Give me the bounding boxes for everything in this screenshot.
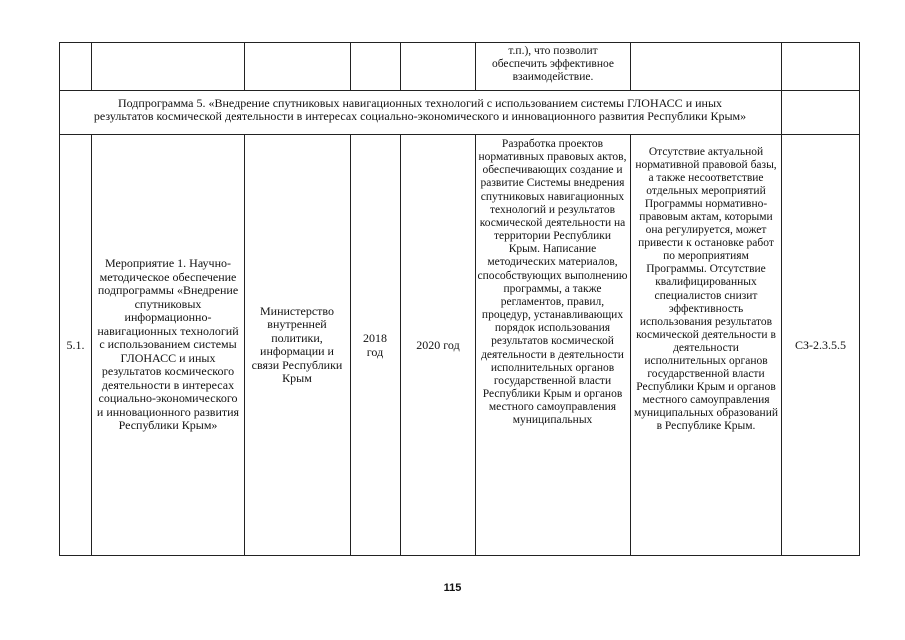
- col-divider-5-top: [475, 42, 476, 90]
- start-year-text: 2018 год: [363, 331, 387, 359]
- executor-text: Министерство внутренней политики, информации и связи Республики Крым: [251, 303, 343, 385]
- code-cell: [782, 135, 859, 555]
- col-divider-1-bottom: [91, 134, 92, 555]
- subprogram-header-line1: Подпрограмма 5. «Внедрение спутниковых навигационных технологий с использованием системы ГЛОНАСС и иных: [117, 96, 723, 110]
- subprogram-header-line2: результатов космической деятельности в интересах социально-экономического и инновационного развития Республики Крым»: [93, 109, 747, 123]
- col-divider-5-bottom: [475, 134, 476, 555]
- row-number-text: 5.1.: [66, 337, 85, 352]
- col-divider-2-top: [244, 42, 245, 90]
- consequences-cell: [633, 146, 779, 433]
- col-divider-3-top: [350, 42, 351, 90]
- measure-cell: [94, 135, 242, 555]
- table-border-top: [59, 42, 860, 43]
- col-divider-1-top: [91, 42, 92, 90]
- code-text: СЗ-2.3.5.5: [794, 337, 846, 352]
- page-number: 115: [443, 582, 462, 594]
- table-border-bottom: [59, 555, 860, 556]
- row-number: [60, 135, 91, 555]
- end-year-cell: [401, 135, 475, 555]
- executor-cell: [246, 135, 348, 555]
- measure-text: Мероприятие 1. Научно-методическое обеспечение подпрограммы «Внедрение спутниковых информационно-навигационных технологий с использованием системы ГЛОНАСС и иных результатов космического деятельности в интересах социально-экономического и инновационного развития Республики Крым»: [96, 256, 240, 433]
- table-row-divider-1: [59, 90, 860, 91]
- result-text: Разработка проектов нормативных правовых актов, обеспечивающих создание и развитие Системы внедрения спутниковых навигационных технологий и результатов космической деятельности на территории Республики Крым. Написание методических материалов, способствующих выполнению программы, а также регламентов, правил, процедур, устанавливающих порядок использования результатов космической деятельности в деятельности исполнительных органов государственной власти Республики Крым и органов местного самоуправления муниципальных: [477, 138, 628, 427]
- col-divider-6-top: [630, 42, 631, 90]
- col-divider-2-bottom: [244, 134, 245, 555]
- top-row-effect-text: т.п.), что позволит обеспечить эффективное взаимодействие.: [491, 45, 614, 83]
- end-year-text: 2020 год: [416, 337, 460, 352]
- col-divider-3-bottom: [350, 134, 351, 555]
- table-border-right: [859, 42, 860, 556]
- subprogram-header: [62, 97, 778, 123]
- col-divider-6-bottom: [630, 134, 631, 555]
- result-cell: [477, 138, 628, 427]
- col-divider-4-top: [400, 42, 401, 90]
- start-year-cell: [360, 135, 390, 555]
- consequences-text: Отсутствие актуальной нормативной правовой базы, а также несоответствие отдельных мероприятий Программы нормативно-правовым актам, которыми она регулируется, может привести к остановке работ по мероприятиям Программы. Отсутствие квалифицированных специалистов снизит эффективность использования результатов космической деятельности в деятельности исполнительных органов государственной власти Республики Крым и органов местного самоуправления муниципальных образований в Республике Крым.: [633, 146, 779, 432]
